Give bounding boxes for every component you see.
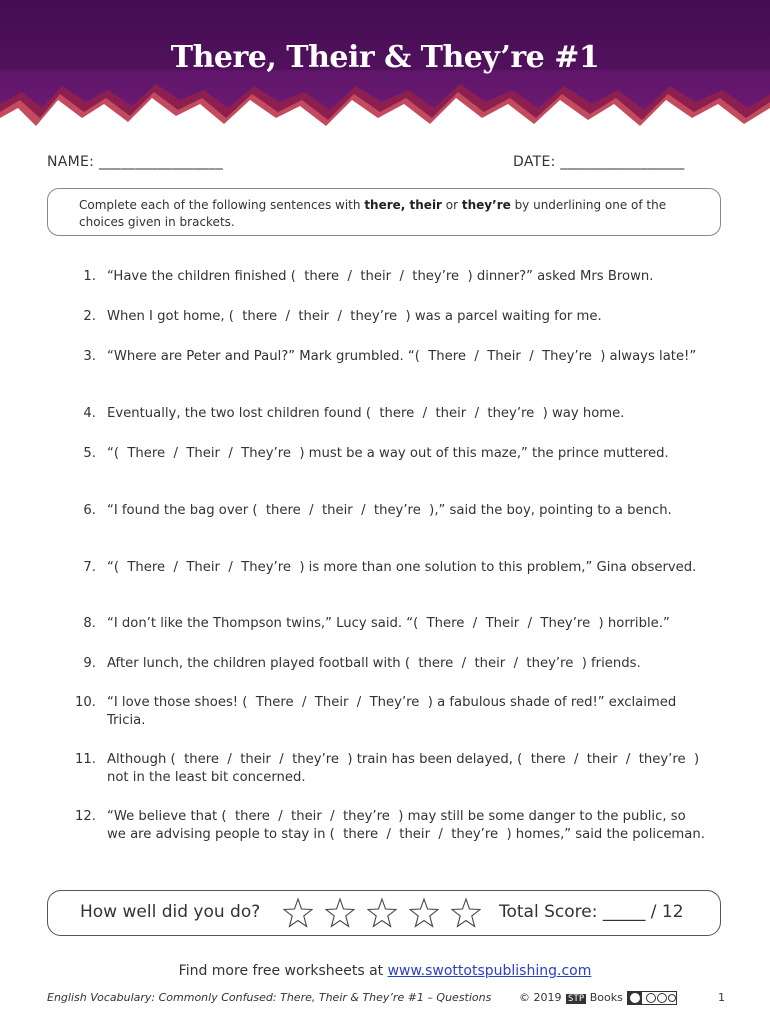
footer-link[interactable]: www.swottotspublishing.com [387,963,592,979]
footer-find [0,963,770,979]
creative-commons-icon [627,991,677,1005]
question-text: “( There / Their / They’re ) is more than one solution to this problem,” Gina observed. [107,560,697,575]
copyright-text: © 2019 [519,991,562,1004]
page-title: There, Their & They’re #1 [170,40,600,75]
header-banner [0,0,770,135]
total-score: Total Score: _____ / 12 [499,902,684,922]
instructions-box [47,188,721,236]
question-text: “I found the bag over ( there / their / they’re ),” said the boy, pointing to a bench. [107,503,672,518]
question-text: Eventually, the two lost children found ( there / their / they’re ) way home. [107,406,625,421]
question-number: 9. [83,656,96,671]
books-text: Books [589,991,623,1004]
question-text: When I got home, ( there / their / they’re ) was a parcel waiting for me. [107,309,602,324]
star-icon[interactable] [367,897,397,929]
instructions-keyword-3: they’re [461,198,511,212]
question-number: 12. [75,809,96,824]
instructions-keywords: there, their [364,198,442,212]
instructions-text-end: by underlining one of the choices given in brackets. [79,198,667,229]
footer-find-text: Find more free worksheets at [178,963,388,979]
question-number: 5. [83,446,96,461]
footer-copyright [519,991,677,1005]
star-rating [283,897,493,933]
question-number: 7. [83,560,96,575]
star-icon[interactable] [451,897,481,929]
question-text: “I love those shoes! ( There / Their / They’re ) a fabulous shade of red!” exclaimed Tricia. [107,695,681,728]
question-number: 4. [83,406,96,421]
instructions-text-mid: or [441,198,462,212]
star-icon[interactable] [409,897,439,929]
instructions-text: Complete each of the following sentences with [79,198,365,212]
star-icon[interactable] [325,897,355,929]
score-box [47,890,721,936]
question-number: 10. [75,695,96,710]
name-field: NAME: _________________ [47,154,224,170]
question-text: “I don’t like the Thompson twins,” Lucy said. “( There / Their / They’re ) horrible.” [107,616,670,631]
page-number: 1 [718,991,725,1004]
footer-series: English Vocabulary: Commonly Confused: There, Their & They’re #1 – Questions [47,991,492,1004]
date-field: DATE: _________________ [513,154,685,170]
question-text: Although ( there / their / they’re ) train has been delayed, ( there / their / they’re ) not in the least bit concerned. [107,752,704,785]
question-text: “We believe that ( there / their / they’re ) may still be some danger to the public, so we are advising people to stay in ( there / their / they’re ) homes,” said the policeman. [107,809,705,842]
question-text: After lunch, the children played football with ( there / their / they’re ) friends. [107,656,641,671]
question-text: “Where are Peter and Paul?” Mark grumbled. “( There / Their / They’re ) always late!” [107,349,697,364]
stp-logo: STP [568,994,585,1004]
question-number: 3. [83,349,96,364]
star-icon[interactable] [283,897,313,929]
question-number: 8. [83,616,96,631]
score-question: How well did you do? [80,902,261,922]
question-text: “Have the children finished ( there / their / they’re ) dinner?” asked Mrs Brown. [107,269,654,284]
question-text: “( There / Their / They’re ) must be a way out of this maze,” the prince muttered. [107,446,669,461]
question-number: 1. [83,269,96,284]
question-number: 11. [75,752,96,767]
question-number: 6. [83,503,96,518]
question-number: 2. [83,309,96,324]
